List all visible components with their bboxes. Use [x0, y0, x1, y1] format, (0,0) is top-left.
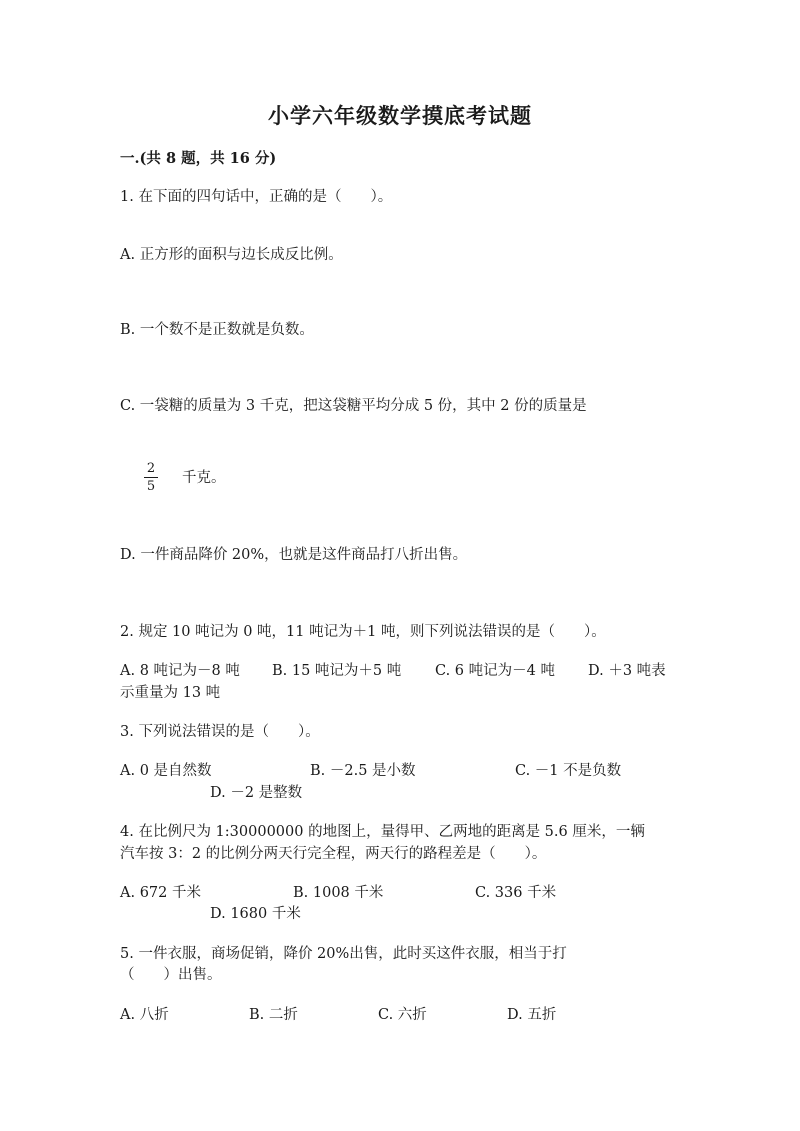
question-5-option-a: A. 八折	[120, 1007, 169, 1023]
question-4-stem-line2: 汽车按 3：2 的比例分两天行完全程，两天行的路程差是（ ）。	[120, 846, 547, 862]
question-5-option-c: C. 六折	[378, 1007, 427, 1023]
question-3-option-d: D. －2 是整数	[210, 785, 303, 801]
question-4-option-b: B. 1008 千米	[293, 885, 384, 901]
question-2-option-d-continued: 示重量为 13 吨	[120, 685, 221, 701]
section-header: 一.(共 8 题，共 16 分)	[120, 150, 277, 167]
fraction-bar	[144, 477, 158, 478]
question-1-option-a: A. 正方形的面积与边长成反比例。	[120, 247, 343, 263]
question-1-option-c: C. 一袋糖的质量为 3 千克，把这袋糖平均分成 5 份，其中 2 份的质量是	[120, 398, 587, 414]
question-5-option-b: B. 二折	[249, 1007, 298, 1023]
question-2-stem: 2. 规定 10 吨记为 0 吨，11 吨记为＋1 吨，则下列说法错误的是（ ）。	[120, 624, 606, 640]
question-1-option-b: B. 一个数不是正数就是负数。	[120, 322, 314, 338]
question-3-option-a: A. 0 是自然数	[120, 763, 212, 779]
question-5-stem-line1: 5. 一件衣服，商场促销，降价 20%出售，此时买这件衣服，相当于打	[120, 946, 567, 962]
fraction-denominator: 5	[146, 479, 156, 494]
question-2-option-d: D. ＋3 吨表	[588, 663, 666, 679]
question-4-option-d: D. 1680 千米	[210, 906, 301, 922]
question-2-option-c: C. 6 吨记为－4 吨	[435, 663, 555, 679]
question-5-stem-line2: （ ）出售。	[120, 967, 222, 983]
question-3-stem: 3. 下列说法错误的是（ ）。	[120, 724, 320, 740]
question-3-option-c: C. －1 不是负数	[515, 763, 622, 779]
question-2-option-b: B. 15 吨记为＋5 吨	[272, 663, 402, 679]
question-1-option-c-unit: 千克。	[182, 470, 226, 486]
question-2-option-a: A. 8 吨记为－8 吨	[120, 663, 240, 679]
question-1-option-d: D. 一件商品降价 20%，也就是这件商品打八折出售。	[120, 547, 468, 563]
page-title: 小学六年级数学摸底考试题	[268, 103, 532, 128]
question-4-option-a: A. 672 千米	[120, 885, 201, 901]
question-4-stem-line1: 4. 在比例尺为 1:30000000 的地图上，量得甲、乙两地的距离是 5.6 厘米，一辆	[120, 824, 645, 840]
question-4-option-c: C. 336 千米	[475, 885, 557, 901]
fraction-two-fifths	[144, 461, 158, 494]
fraction-numerator: 2	[146, 461, 156, 476]
question-1-stem: 1. 在下面的四句话中，正确的是（ ）。	[120, 189, 393, 205]
question-5-option-d: D. 五折	[507, 1007, 557, 1023]
question-3-option-b: B. －2.5 是小数	[310, 763, 416, 779]
